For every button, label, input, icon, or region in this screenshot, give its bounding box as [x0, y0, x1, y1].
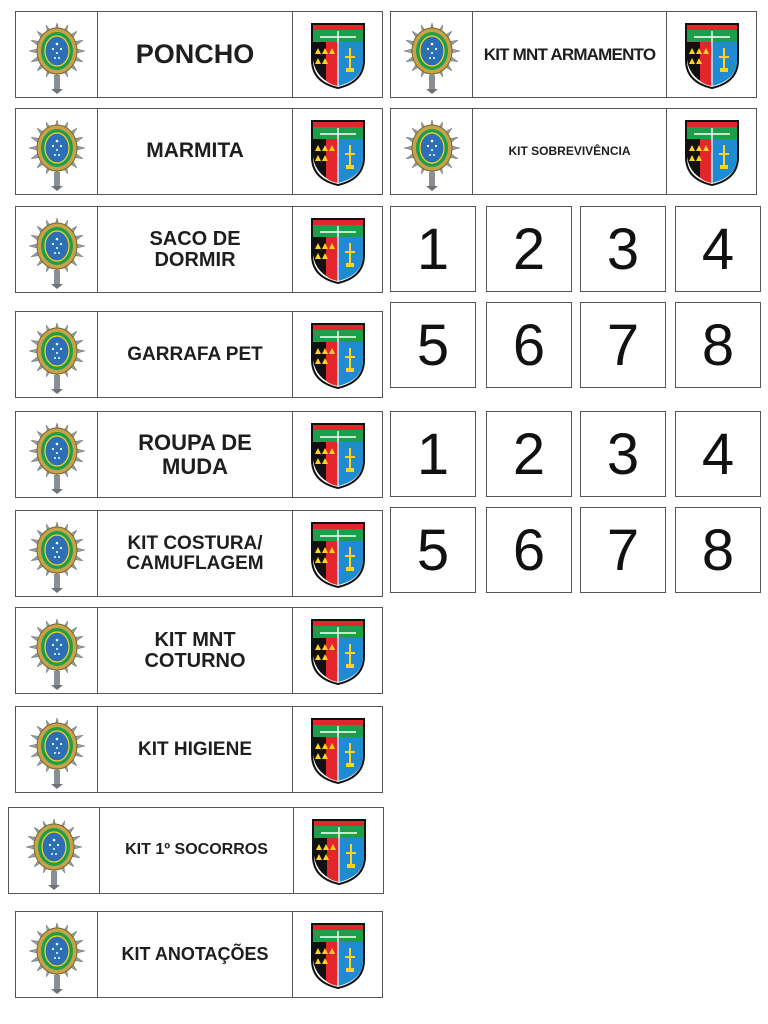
label-card — [15, 311, 383, 398]
battalion-shield-icon — [292, 608, 382, 693]
number-tile: 8 — [675, 507, 761, 593]
army-emblem-icon — [391, 12, 473, 97]
battalion-shield-icon — [292, 912, 382, 997]
label-card — [15, 411, 383, 498]
number-tile: 7 — [580, 507, 666, 593]
label-card — [390, 11, 757, 98]
number-tile: 6 — [486, 302, 572, 388]
number-tile: 1 — [390, 206, 476, 292]
army-emblem-icon — [16, 109, 98, 194]
battalion-shield-icon — [292, 109, 382, 194]
number-tile: 7 — [580, 302, 666, 388]
number-tile: 2 — [486, 411, 572, 497]
army-emblem-icon — [16, 707, 98, 792]
label-text: KIT ANOTAÇÕES — [121, 944, 269, 965]
battalion-shield-icon — [292, 412, 382, 497]
label-text: MARMITA — [146, 139, 244, 163]
label-text: KIT COSTURA/ CAMUFLAGEM — [126, 532, 264, 574]
label-card — [15, 206, 383, 293]
label-card — [15, 911, 383, 998]
battalion-shield-icon — [292, 207, 382, 292]
army-emblem-icon — [16, 608, 98, 693]
army-emblem-icon — [16, 312, 98, 397]
battalion-shield-icon — [666, 12, 756, 97]
label-text: SACO DE DORMIR — [149, 227, 241, 271]
number-tile: 3 — [580, 206, 666, 292]
label-card — [15, 108, 383, 195]
battalion-shield-icon — [666, 109, 756, 194]
army-emblem-icon — [16, 207, 98, 292]
label-text: KIT HIGIENE — [137, 738, 252, 760]
battalion-shield-icon — [292, 707, 382, 792]
label-text: KIT MNT COTURNO — [144, 628, 246, 672]
army-emblem-icon — [16, 912, 98, 997]
label-text: KIT 1º SOCORROS — [125, 841, 268, 859]
number-tile: 3 — [580, 411, 666, 497]
label-card — [15, 510, 383, 597]
label-card — [390, 108, 757, 195]
number-tile: 5 — [390, 302, 476, 388]
label-text: KIT SOBREVIVÊNCIA — [508, 144, 631, 159]
label-card — [15, 11, 383, 98]
label-text: GARRAFA PET — [127, 343, 263, 365]
label-card — [8, 807, 384, 894]
number-tile: 6 — [486, 507, 572, 593]
number-tile: 1 — [390, 411, 476, 497]
label-card — [15, 607, 383, 694]
battalion-shield-icon — [292, 12, 382, 97]
number-tile: 4 — [675, 206, 761, 292]
army-emblem-icon — [16, 511, 98, 596]
army-emblem-icon — [16, 12, 98, 97]
number-tile: 4 — [675, 411, 761, 497]
label-text: PONCHO — [135, 39, 255, 70]
label-text: KIT MNT ARMAMENTO — [483, 44, 656, 64]
label-card — [15, 706, 383, 793]
number-tile: 2 — [486, 206, 572, 292]
number-tile: 8 — [675, 302, 761, 388]
battalion-shield-icon — [292, 511, 382, 596]
army-emblem-icon — [9, 808, 100, 893]
number-tile: 5 — [390, 507, 476, 593]
label-text: ROUPA DE MUDA — [138, 430, 252, 479]
army-emblem-icon — [391, 109, 473, 194]
battalion-shield-icon — [293, 808, 383, 893]
army-emblem-icon — [16, 412, 98, 497]
battalion-shield-icon — [292, 312, 382, 397]
